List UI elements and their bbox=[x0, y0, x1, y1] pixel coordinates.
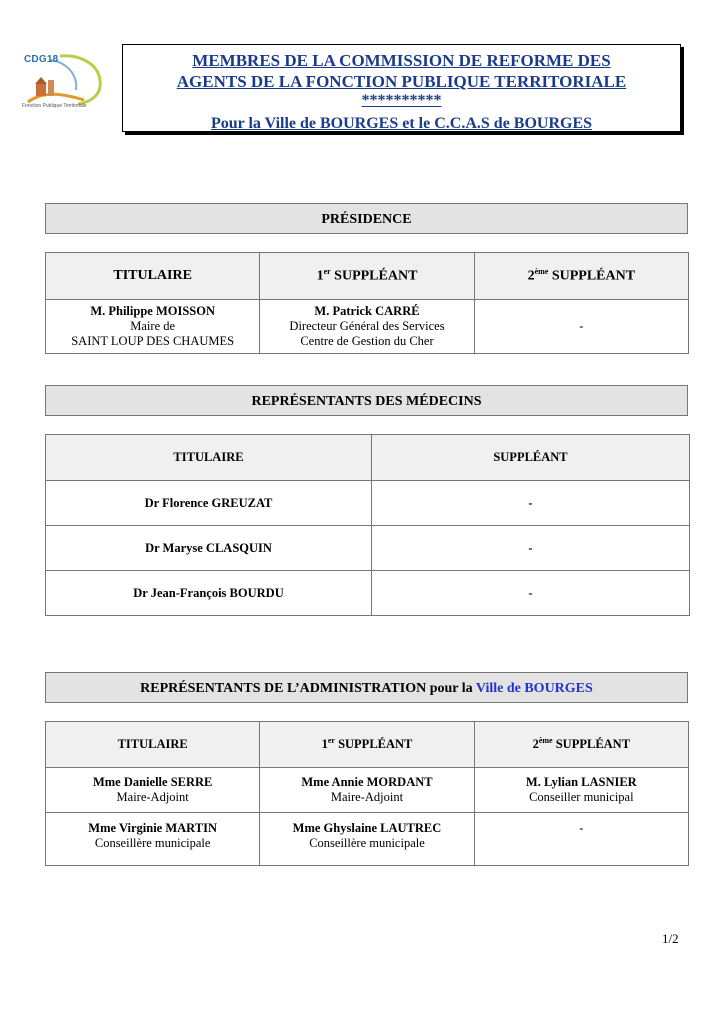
cell-titulaire: Mme Danielle SERRE Maire-Adjoint bbox=[46, 768, 260, 813]
col-titulaire: TITULAIRE bbox=[46, 722, 260, 768]
table-header-row bbox=[46, 722, 689, 768]
col-titulaire: TITULAIRE bbox=[46, 253, 260, 300]
page-number: 1/2 bbox=[662, 931, 679, 946]
table-medecins bbox=[45, 434, 690, 616]
table-row bbox=[46, 768, 689, 813]
cell-suppleant: - bbox=[372, 571, 690, 616]
col-suppleant-2: 2ème SUPPLÉANT bbox=[474, 722, 688, 768]
logo-subtitle: Fonction Publique Territoriale bbox=[22, 103, 87, 109]
table-row bbox=[46, 526, 690, 571]
col-suppleant: SUPPLÉANT bbox=[372, 435, 690, 481]
col-titulaire: TITULAIRE bbox=[46, 435, 372, 481]
cell-suppleant-2: - bbox=[474, 813, 688, 866]
table-row bbox=[46, 300, 689, 354]
cell-suppleant-1: M. Patrick CARRÉ Directeur Général des Services Centre de Gestion du Cher bbox=[260, 300, 474, 354]
cell-suppleant: - bbox=[372, 481, 690, 526]
table-row bbox=[46, 481, 690, 526]
section-bar-presidence: PRÉSIDENCE bbox=[45, 203, 688, 234]
table-header-row bbox=[46, 435, 690, 481]
cell-suppleant-2: M. Lylian LASNIER Conseiller municipal bbox=[474, 768, 688, 813]
cell-titulaire: Dr Florence GREUZAT bbox=[46, 481, 372, 526]
logo-name: CDG18 bbox=[24, 54, 59, 65]
cell-titulaire: Mme Virginie MARTIN Conseillère municipale bbox=[46, 813, 260, 866]
cell-suppleant: - bbox=[372, 526, 690, 571]
table-row bbox=[46, 813, 689, 866]
table-presidence bbox=[45, 252, 689, 354]
cdg18-logo bbox=[20, 50, 108, 116]
col-suppleant-1: 1er SUPPLÉANT bbox=[260, 253, 474, 300]
section-title-highlight: Ville de BOURGES bbox=[475, 681, 593, 696]
cell-suppleant-2: - bbox=[474, 300, 688, 354]
cell-suppleant-1: Mme Ghyslaine LAUTREC Conseillère municipale bbox=[260, 813, 474, 866]
cell-titulaire: M. Philippe MOISSON Maire de SAINT LOUP DES CHAUMES bbox=[46, 300, 260, 354]
col-suppleant-2: 2ème SUPPLÉANT bbox=[474, 253, 688, 300]
document-header bbox=[122, 44, 681, 132]
table-administration bbox=[45, 721, 689, 866]
header-line-4: Pour la Ville de BOURGES et le C.C.A.S de BOURGES bbox=[210, 115, 593, 132]
cell-suppleant-1: Mme Annie MORDANT Maire-Adjoint bbox=[260, 768, 474, 813]
section-bar-administration bbox=[45, 672, 688, 703]
col-suppleant-1: 1er SUPPLÉANT bbox=[260, 722, 474, 768]
table-row bbox=[46, 571, 690, 616]
section-title-prefix: REPRÉSENTANTS DE L’ADMINISTRATION pour la bbox=[140, 681, 476, 696]
cell-titulaire: Dr Jean-François BOURDU bbox=[46, 571, 372, 616]
table-header-row bbox=[46, 253, 689, 300]
section-bar-medecins: REPRÉSENTANTS DES MÉDECINS bbox=[45, 385, 688, 416]
header-line-2: AGENTS DE LA FONCTION PUBLIQUE TERRITORIALE bbox=[176, 72, 627, 91]
header-separator: ********** bbox=[361, 92, 442, 109]
cell-titulaire: Dr Maryse CLASQUIN bbox=[46, 526, 372, 571]
header-line-1: MEMBRES DE LA COMMISSION DE REFORME DES bbox=[192, 51, 611, 70]
